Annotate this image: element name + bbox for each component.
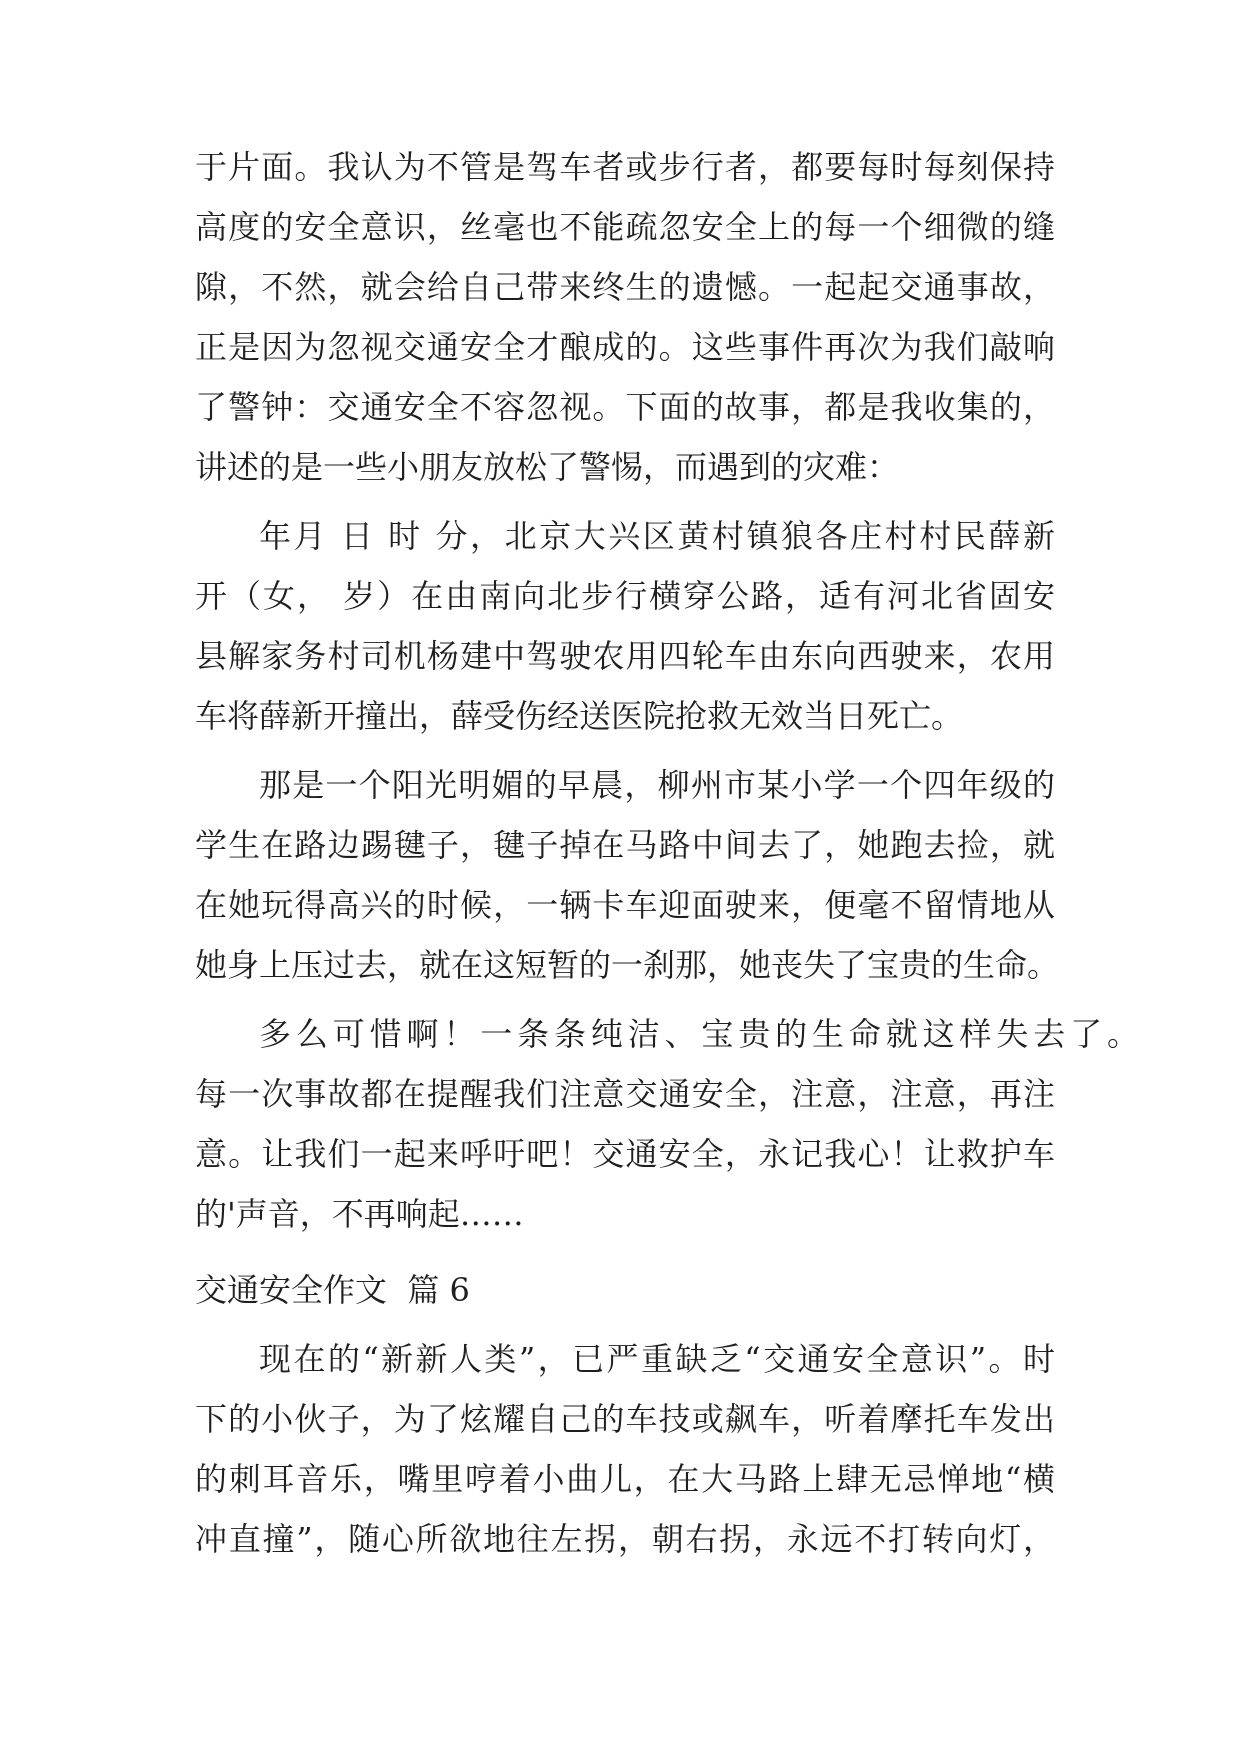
- text-line: 学生在路边踢毽子，毽子掉在马路中间去了，她跑去捡，就: [195, 826, 1055, 864]
- text-line: 年月 日 时 分，北京大兴区黄村镇狼各庄村村民薛新: [259, 517, 1055, 555]
- text-line: 在她玩得高兴的时候，一辆卡车迎面驶来，便毫不留情地从: [195, 886, 1055, 924]
- text-line: 每一次事故都在提醒我们注意交通安全，注意，注意，再注: [195, 1075, 1055, 1113]
- text-line: 的'声音，不再响起……: [195, 1195, 524, 1233]
- text-line: 隙，不然，就会给自己带来终生的遗憾。一起起交通事故，: [195, 268, 1055, 306]
- text-line: 她身上压过去，就在这短暂的一刹那，她丧失了宝贵的生命。: [195, 946, 1060, 984]
- text-line: 车将薛新开撞出，薛受伤经送医院抢救无效当日死亡。: [195, 697, 964, 735]
- section-heading: 交通安全作文 篇 6: [195, 1271, 470, 1309]
- text-line: 意。让我们一起来呼吁吧！交通安全，永记我心！让救护车: [195, 1135, 1055, 1173]
- text-line: 讲述的是一些小朋友放松了警惕，而遇到的灾难：: [195, 448, 900, 486]
- text-line: 多么可惜啊！一条条纯洁、宝贵的生命就这样失去了。: [259, 1015, 1139, 1053]
- text-line: 正是因为忽视交通安全才酿成的。这些事件再次为我们敲响: [195, 328, 1055, 366]
- text-line: 县解家务村司机杨建中驾驶农用四轮车由东向西驶来，农用: [195, 637, 1055, 675]
- text-line: 开（女， 岁）在由南向北步行横穿公路，适有河北省固安: [195, 577, 1055, 615]
- text-line: 高度的安全意识，丝毫也不能疏忽安全上的每一个细微的缝: [195, 208, 1055, 246]
- text-line: 于片面。我认为不管是驾车者或步行者，都要每时每刻保持: [195, 148, 1055, 186]
- text-line: 的刺耳音乐，嘴里哼着小曲儿，在大马路上肆无忌惮地“横: [195, 1460, 1055, 1498]
- text-line: 下的小伙子，为了炫耀自己的车技或飙车，听着摩托车发出: [195, 1400, 1055, 1438]
- text-line: 现在的“新新人类”，已严重缺乏“交通安全意识”。时: [259, 1340, 1055, 1378]
- text-line: 冲直撞”，随心所欲地往左拐，朝右拐，永远不打转向灯，: [195, 1520, 1055, 1558]
- text-line: 了警钟：交通安全不容忽视。下面的故事，都是我收集的，: [195, 388, 1055, 426]
- text-line: 那是一个阳光明媚的早晨，柳州市某小学一个四年级的: [259, 766, 1055, 804]
